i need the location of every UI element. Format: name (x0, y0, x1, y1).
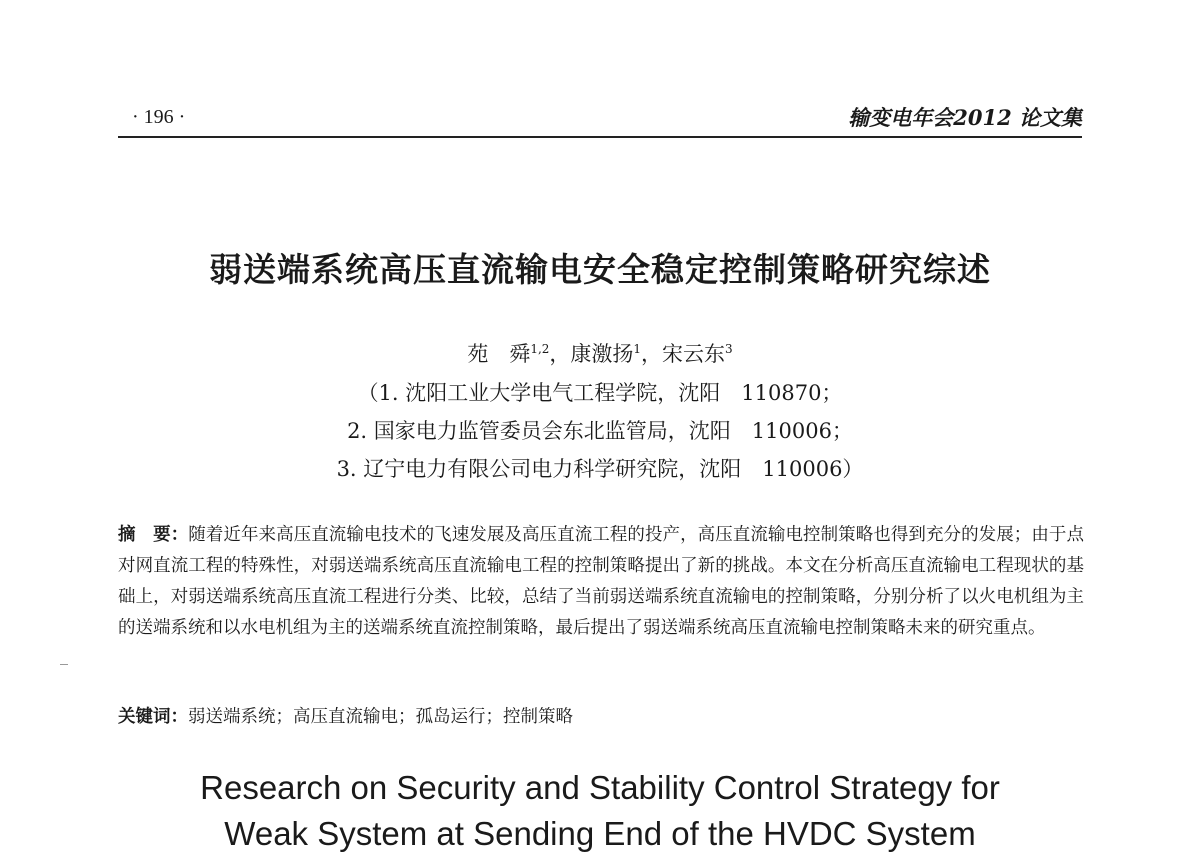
margin-mark (60, 664, 68, 665)
paper-title-english (0, 765, 1200, 857)
author-3: ，宋云东 (641, 342, 726, 366)
author-3-affiliation-marker: 3 (725, 342, 733, 356)
author-2: ，康激扬 (549, 342, 634, 366)
author-list (0, 338, 1200, 368)
journal-title: 输变电年会2012 论文集 (848, 105, 1082, 130)
author-1-affiliation-marker: 1,2 (530, 342, 550, 356)
keywords-text: 弱送端系统；高压直流输电；孤岛运行；控制策略 (188, 707, 573, 727)
abstract (118, 520, 1084, 644)
page-number: · 196 · (132, 106, 186, 128)
english-title-line-2: Weak System at Sending End of the HVDC System (224, 815, 976, 852)
affiliation-1: （1. 沈阳工业大学电气工程学院，沈阳 110870； (357, 381, 843, 405)
paper-title-chinese: 弱送端系统高压直流输电安全稳定控制策略研究综述 (209, 250, 991, 289)
affiliation-3: 3. 辽宁电力有限公司电力科学研究院，沈阳 110006） (336, 457, 864, 481)
affiliation-2: 2. 国家电力监管委员会东北监管局，沈阳 110006； (347, 419, 853, 443)
page-header (118, 96, 1082, 138)
english-title-line-1: Research on Security and Stability Control Strategy for (200, 769, 1000, 806)
keywords (118, 702, 1084, 733)
author-1: 苑 舜 (467, 342, 531, 366)
abstract-label: 摘 要： (118, 525, 189, 545)
abstract-text: 随着近年来高压直流输电技术的飞速发展及高压直流工程的投产，高压直流输电控制策略也得到充分的发展；由于点对网直流工程的特殊性，对弱送端系统高压直流输电工程的控制策略提出了新的挑战。本文在分析高压直流输电工程现状的基础上，对弱送端系统高压直流工程进行分类、比较，总结了当前弱送端系统直流输电的控制策略，分别分析了以火电机组为主的送端系统和以水电机组为主的送端系统直流控制策略，最后提出了弱送端系统高压直流输电控制策略未来的研究重点。 (118, 525, 1085, 638)
author-2-affiliation-marker: 1 (633, 342, 642, 356)
keywords-label: 关键词： (118, 707, 188, 727)
